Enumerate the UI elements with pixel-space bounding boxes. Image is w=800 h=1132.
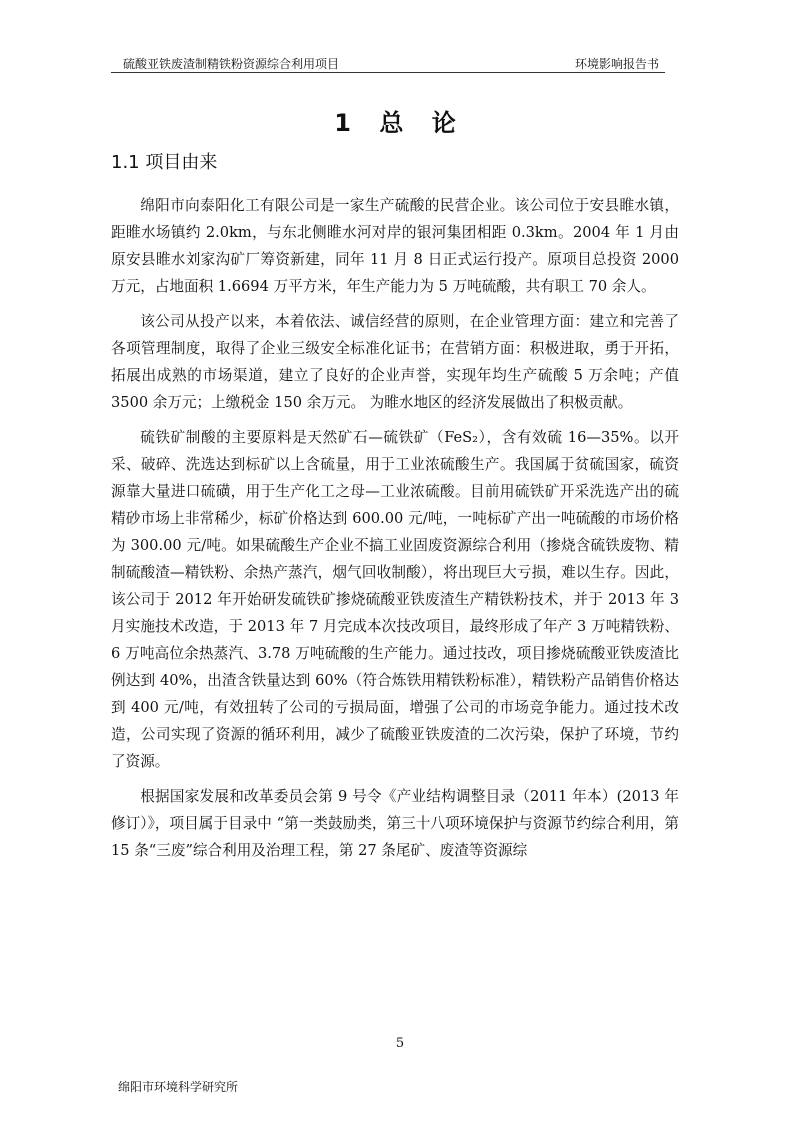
footer-organization: 绵阳市环境科学研究所 bbox=[118, 1080, 239, 1094]
section-heading: 1.1 项目由来 bbox=[111, 152, 218, 173]
page-number: 5 bbox=[395, 1036, 405, 1051]
chapter-title: 1 总 论 bbox=[334, 109, 466, 137]
paragraph: 根据国家发展和改革委员会第 9 号令《产业结构调整目录（2011 年本）(2013 年修订）》，项目属于目录中 “第一类鼓励类，第三十八项环境保护与资源节约综合利用，第 15 条“三废”综合利用及治理工程，第 27 条尾矿、废渣等资源综 bbox=[111, 788, 679, 859]
header-doc-type: 环境影响报告书 bbox=[574, 57, 659, 71]
paragraph: 该公司从投产以来，本着依法、诚信经营的原则，在企业管理方面：建立和完善了各项管理制度，取得了企业三级安全标准化证书；在营销方面：积极进取，勇于开拓，拓展出成熟的市场渠道，建立了良好的企业声誉，实现年均生产硫酸 5 万余吨；产值 3500 余万元；上缴税金 150 余万元。 为睢水地区的经济发展做出了积极贡献。 bbox=[111, 313, 679, 411]
paragraph: 绵阳市向泰阳化工有限公司是一家生产硫酸的民营企业。该公司位于安县睢水镇，距睢水场镇约 2.0km，与东北侧睢水河对岸的银河集团相距 0.3km。2004 年 1 月由原安县睢水刘家沟矿厂筹资新建，同年 11 月 8 日正式运行投产。原项目总投资 2000 万元，占地面积 1.6694 万平方米，年生产能力为 5 万吨硫酸，共有职工 70 余人。 bbox=[111, 197, 679, 295]
page-header bbox=[111, 52, 665, 73]
body-text bbox=[111, 192, 679, 872]
header-project-title: 硫酸亚铁废渣制精铁粉资源综合利用项目 bbox=[123, 57, 340, 71]
paragraph: 硫铁矿制酸的主要原料是天然矿石—硫铁矿（FeS₂），含有效硫 16—35%。以开采、破碎、洗选达到标矿以上含硫量，用于工业浓硫酸生产。我国属于贫硫国家，硫资源靠大量进口硫磺，用于生产化工之母—工业浓硫酸。目前用硫铁矿开采洗选产出的硫精砂市场上非常稀少，标矿价格达到 600.00 元/吨，一吨标矿产出一吨硫酸的市场价格为 300.00 元/吨。如果硫酸生产企业不搞工业固废资源综合利用（掺烧含硫铁废物、精制硫酸渣—精铁粉、余热产蒸汽，烟气回收制酸），将出现巨大亏损，难以生存。因此，该公司于 2012 年开始研发硫铁矿掺烧硫酸亚铁废渣生产精铁粉技术，并于 2013 年 3 月实施技术改造，于 2013 年 7 月完成本次技改项目，最终形成了年产 3 万吨精铁粉、6 万吨高位余热蒸汽、3.78 万吨硫酸的生产能力。通过技改，项目掺烧硫酸亚铁废渣比例达到 40%，出渣含铁量达到 60%（符合炼铁用精铁粉标准），精铁粉产品销售价格达到 400 元/吨，有效扭转了公司的亏损局面，增强了公司的市场竞争能力。通过技术改造，公司实现了资源的循环利用，减少了硫酸亚铁废渣的二次污染，保护了环境，节约了资源。 bbox=[111, 429, 679, 770]
